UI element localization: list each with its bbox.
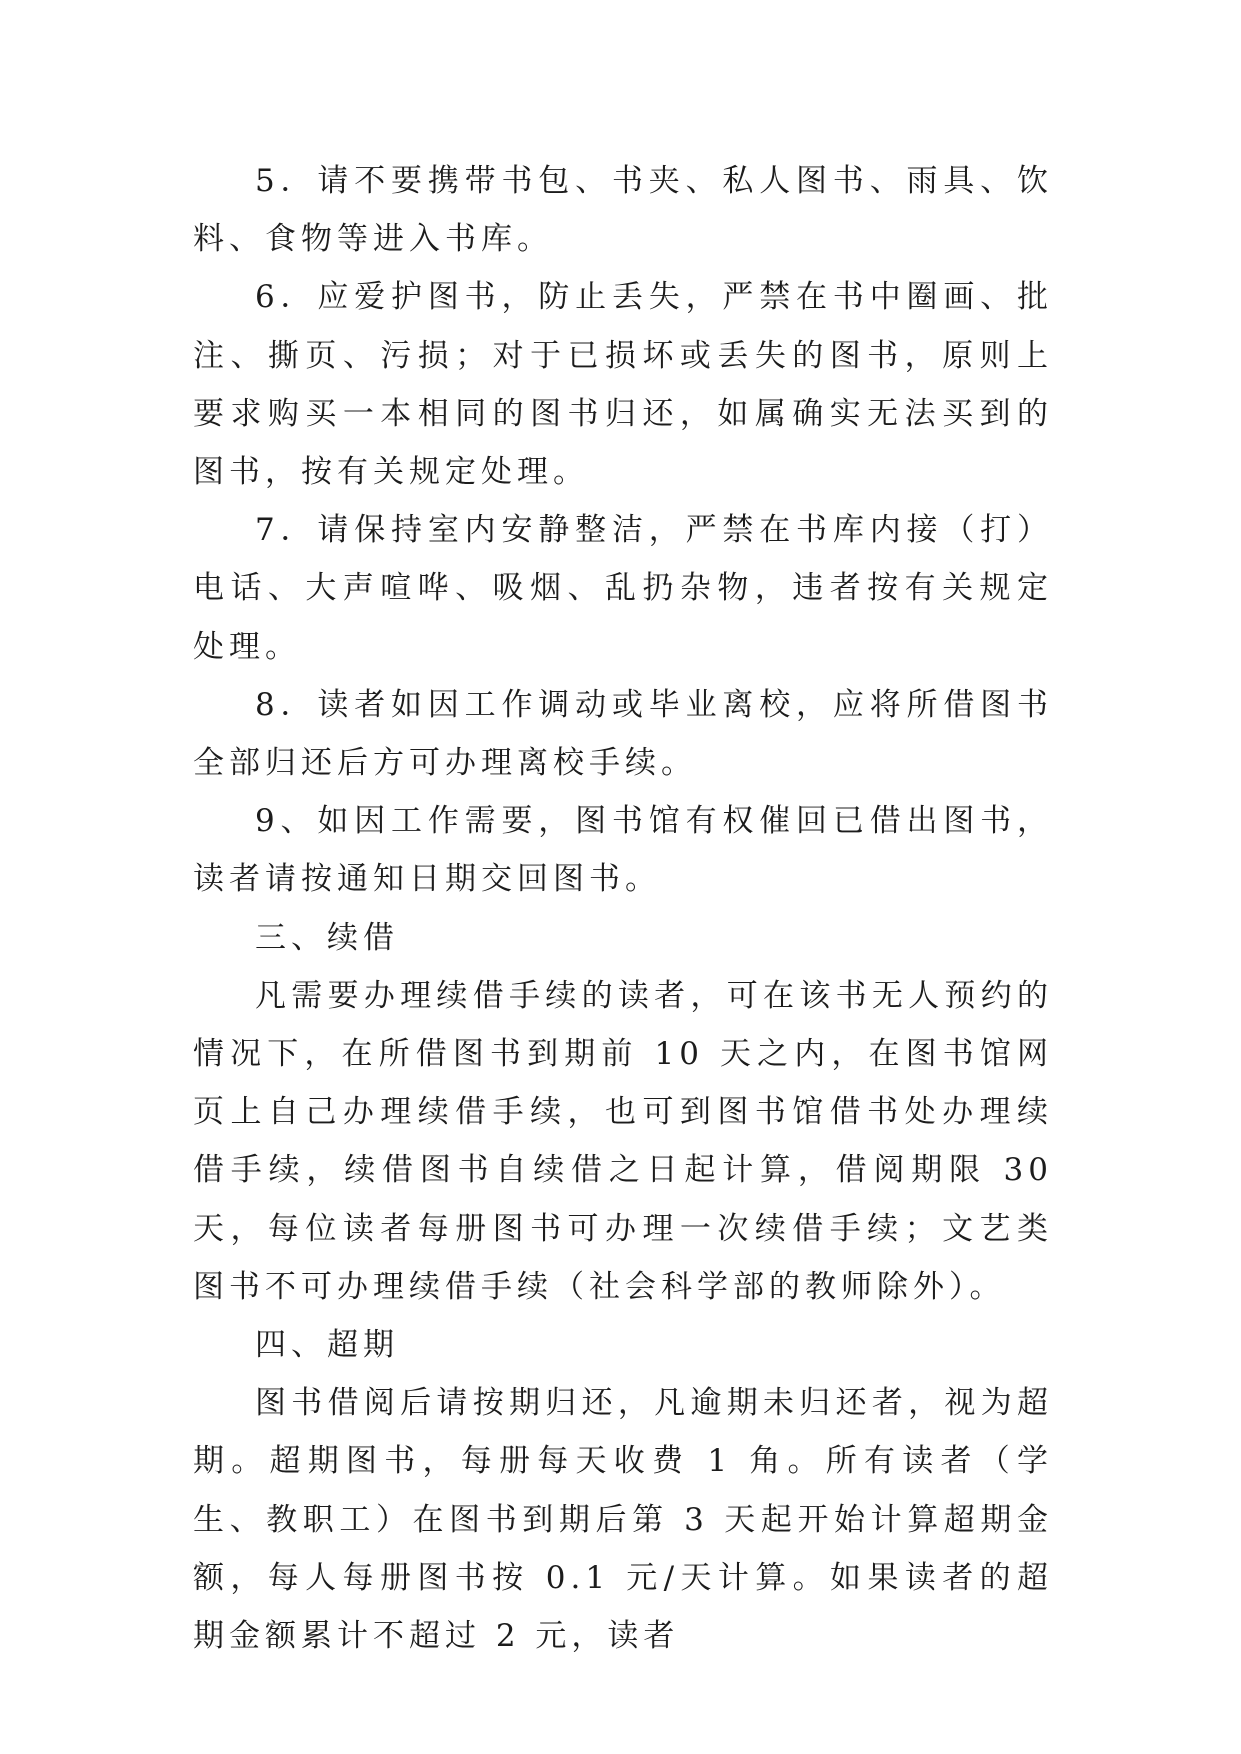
section-heading-renewal: 三、续借 [255, 919, 399, 956]
paragraph-rule-8: 8．读者如因工作调动或毕业离校，应将所借图书全部归还后方可办理离校手续。 [193, 686, 1053, 782]
document-body [193, 152, 1053, 1665]
paragraph-overdue: 图书借阅后请按期归还，凡逾期未归还者，视为超期。超期图书，每册每天收费 1 角。所有读者（学生、教职工）在图书到期后第 3 天起开始计算超期金额，每人每册图书按 0.1 元/天计算。如果读者的超期金额累计不超过 2 元，读者 [193, 1385, 1053, 1655]
paragraph-rule-9: 9、如因工作需要，图书馆有权催回已借出图书，读者请按通知日期交回图书。 [193, 803, 1053, 898]
paragraph-rule-7: 7．请保持室内安静整洁，严禁在书库内接（打）电话、大声喧哗、吸烟、乱扔杂物，违者按有关规定处理。 [193, 512, 1053, 665]
paragraph-rule-5: 5．请不要携带书包、书夹、私人图书、雨具、饮料、食物等进入书库。 [193, 163, 1053, 258]
paragraph-renewal: 凡需要办理续借手续的读者，可在该书无人预约的情况下，在所借图书到期前 10 天之内，在图书馆网页上自己办理续借手续，也可到图书馆借书处办理续借手续，续借图书自续借之日起计算，借阅期限 30 天，每位读者每册图书可办理一次续借手续；文艺类图书不可办理续借手续（社会科学部的教师除外）。 [193, 977, 1053, 1305]
section-heading-overdue: 四、超期 [255, 1327, 399, 1364]
paragraph-rule-6: 6．应爱护图书，防止丢失，严禁在书中圈画、批注、撕页、污损；对于已损坏或丢失的图书，原则上要求购买一本相同的图书归还，如属确实无法买到的图书，按有关规定处理。 [193, 279, 1053, 491]
